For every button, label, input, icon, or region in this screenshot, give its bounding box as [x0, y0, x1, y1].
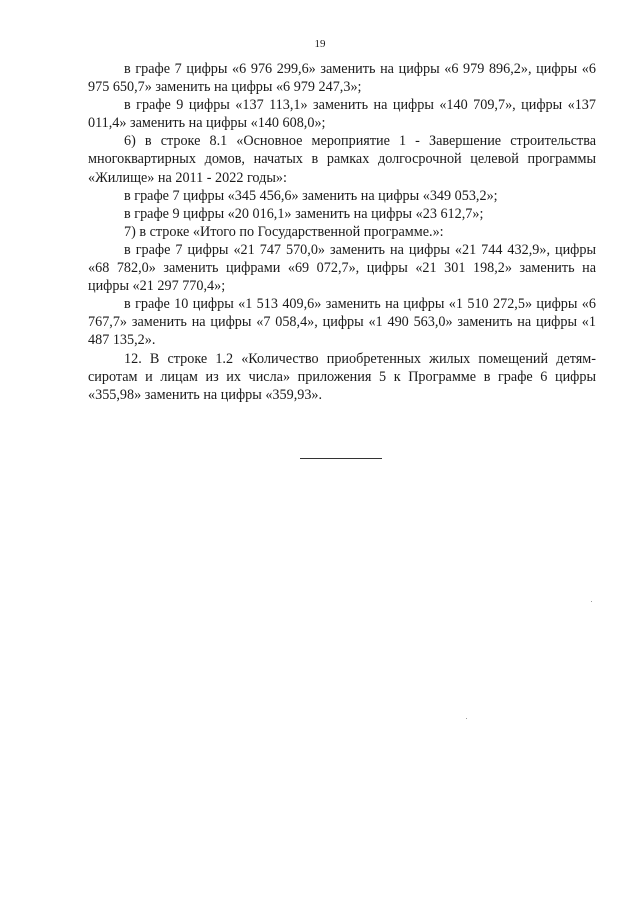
scan-speck — [591, 601, 592, 602]
scan-speck — [466, 718, 467, 719]
paragraph-item-6: 6) в строке 8.1 «Основное мероприятие 1 - Завершение строительства многоквартирных домов, начатых в рамках долгосрочной целевой программы «Жилище» на 2011 - 2022 годы»: — [88, 133, 596, 186]
paragraph-item-7: 7) в строке «Итого по Государственной программе.»: — [124, 223, 444, 240]
paragraph-graph9-1: в графе 9 цифры «137 113,1» заменить на цифры «140 709,7», цифры «137 011,4» заменить на цифры «140 608,0»; — [88, 97, 596, 132]
document-body — [88, 60, 596, 404]
paragraph-graph7-1: в графе 7 цифры «6 976 299,6» заменить на цифры «6 979 896,2», цифры «6 975 650,7» заменить на цифры «6 979 247,3»; — [88, 61, 596, 96]
page-number: 19 — [314, 38, 326, 50]
paragraph-graph7-2: в графе 7 цифры «345 456,6» заменить на цифры «349 053,2»; — [124, 187, 498, 204]
paragraph-item-12: 12. В строке 1.2 «Количество приобретенных жилых помещений детям-сиротам и лицам из их числа» приложения 5 к Программе в графе 6 цифры «355,98» заменить на цифры «359,93». — [88, 350, 596, 403]
paragraph-graph10: в графе 10 цифры «1 513 409,6» заменить на цифры «1 510 272,5» цифры «6 767,7» заменить на цифры «7 058,4», цифры «1 490 563,0» заменить на цифры «1 487 135,2». — [88, 296, 596, 349]
paragraph-graph7-3: в графе 7 цифры «21 747 570,0» заменить на цифры «21 744 432,9», цифры «68 782,0» заменить цифрами «69 072,7», цифры «21 301 198,2» заменить на цифры «21 297 770,4»; — [88, 241, 596, 295]
paragraph-graph9-2: в графе 9 цифры «20 016,1» заменить на цифры «23 612,7»; — [124, 205, 484, 222]
end-divider — [300, 458, 382, 459]
